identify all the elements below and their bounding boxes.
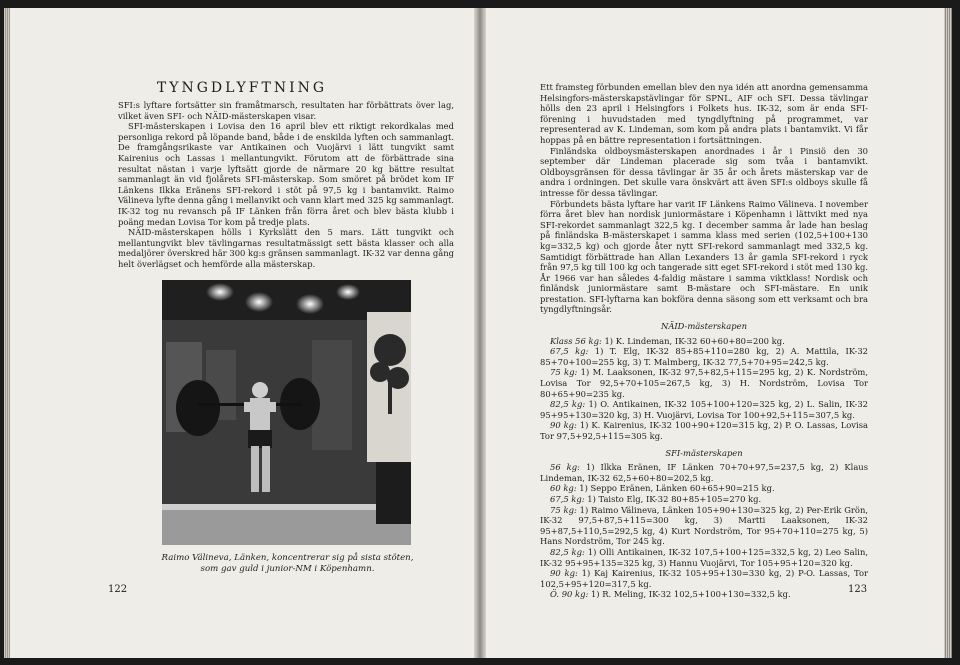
book-gutter (474, 8, 486, 658)
page-number: 122 (108, 584, 128, 595)
result-text: 1) Olli Antikainen, IK-32 107,5+100+125=332,5 kg, 2) Leo Salin, IK-32 95+95+135=325 kg, 3) Hannu Vuojärvi, Tor 105+95+120=320 kg. (540, 546, 868, 568)
result-text: 1) M. Laaksonen, IK-32 97,5+82,5+115=295 kg, 2) K. Nordström, Lovisa Tor 92,5+70+105=267,5 kg, 3) H. Nordström, Lovisa Tor 80+65+90=235 kg. (540, 367, 869, 399)
result-text: 1) R. Meling, IK-32 102,5+100+130=332,5 kg. (590, 589, 791, 600)
result-text: 1) Seppo Eränen, Länken 60+65+90=215 kg. (579, 483, 775, 494)
weight-class: 90 kg: (550, 568, 578, 579)
paragraph: Förbundets bästa lyftare har varit IF Länkens Raimo Välineva. I november förra året blev han nordisk juniormästare i Köpenhamn i lättvikt med nya SFI-rekordet sammanlagt 322,5 kg. I december samma år lade han beslag på finländska B-mästerskapet i samma klass med serien (102,5+100+130 kg=332,5 kg) och gjorde åter nytt SFI-rekord sammanlagt med 332,5 kg. Samtidigt förbättrade han Allan Lexanders 13 år gamla SFI-rekord i ryck från 97,5 kg till 100 kg och tangerade sitt eget SFI-rekord i stöt med 130 kg. År 1966 var han således 4-faldig mästare i samma viktklass! Nordisk och finländsk juniormästare samt B-mästare och SFI-mästare. En unik prestation. SFI-lyftarna kan bokföra denna säsong som ett verksamt och bra tyngdlyftningsår. (540, 198, 868, 315)
weight-class: 67,5 kg: (550, 346, 589, 357)
result-text: 1) Taisto Elg, IK-32 80+85+105=270 kg. (587, 493, 762, 504)
caption-line: som gav guld i junior-NM i Köpenhamn. (200, 563, 375, 574)
result-text: 1) T. Elg, IK-32 85+85+110=280 kg, 2) A. Mattila, IK-32 85+70+100=255 kg, 3) T. Malmberg, IK-32 77,5+70+95=242,5 kg. (540, 346, 868, 367)
result-text: 1) Ilkka Eränen, IF Länken 70+70+97,5=237,5 kg, 2) Klaus Lindeman, IK-32 62,5+60+80=202,5 kg. (540, 462, 868, 483)
result-entry (540, 462, 868, 483)
right-body-text (540, 82, 868, 600)
weight-class: 82,5 kg: (550, 546, 585, 557)
left-body-text (118, 100, 454, 270)
paragraph: SFI-mästerskapen i Lovisa den 16 april blev ett riktigt rekordkalas med personliga rekord på löpande band, både i de enskilda lyften och sammanlagt. De framgångsrikaste var Antikainen och Vuojärvi i lätt tungvikt samt Kairenius och Lassas i mellantungvikt. Förutom att de förbättrade sina resultat nästan i varje lyftsätt gjorde de närmare 20 kg bättre resultat sammanlagt än vid fjolårets SFI-mästerskap. Som smöret på brödet kom IF Länkens Ilkka Eränens SFI-rekord i stöt på 97,5 kg i bantamvikt. Raimo Välineva lyfte denna gång i mellanvikt och vann klart med 325 kg sammanlagt. IK-32 tog nu revansch på IF Länken från förra året och blev bästa klubb i poäng medan Lovisa Tor kom på tredje plats. (118, 121, 454, 227)
result-entry (540, 483, 868, 494)
right-page (486, 8, 944, 658)
section-title: SFI-mästerskapen (665, 447, 743, 458)
result-entry (540, 367, 868, 399)
paragraph: SFI:s lyftare fortsätter sin framåtmarsch, resultaten har förbättrats över lag, vilket även SFI- och NÄID-mästerskapen visar. (118, 100, 454, 121)
weight-class: Ö. 90 kg: (550, 589, 589, 600)
weight-class: 75 kg: (550, 367, 578, 378)
result-entry (540, 420, 868, 441)
result-entry (540, 346, 868, 367)
paragraph: NÄID-mästerskapen hölls i Kyrkslätt den 5 mars. Lätt tungvikt och mellantungvikt blev tävlingarnas resultatmässigt sett bästa klasser och alla medaljörer överskred här 300 kg:s gränsen sammanlagt. IK-32 var denna gång helt överlägset och hemförde alla mästerskap. (118, 227, 454, 269)
result-entry (540, 547, 868, 568)
paragraph: Finländska oldboysmästerskapen anordnades i år i Pinsiö den 30 september där Lindeman placerade sig som tvåa i bantamvikt. Oldboysgränsen för dessa tävlingar är 35 år och årets mästerskap var de andra i ordningen. Det skulle vara önskvärt att även SFI:s oldboys skulle få intresse för dessa tävlingar. (540, 145, 868, 198)
weight-class: Klass 56 kg: (550, 335, 602, 346)
result-text: 1) O. Antikainen, IK-32 105+100+120=325 kg, 2) L. Salin, IK-32 95+95+130=320 kg, 3) H. Vuojärvi, Lovisa Tor 100+92,5+115=307,5 kg. (540, 399, 868, 420)
weightlifter-photo (162, 280, 411, 545)
result-text: 1) K. Lindeman, IK-32 60+60+80=200 kg. (604, 335, 785, 346)
page-number: 123 (848, 584, 868, 595)
weight-class: 56 kg: (550, 462, 580, 473)
weight-class: 60 kg: (550, 483, 577, 494)
caption-line: Raimo Välineva, Länken, koncentrerar sig på sista stöten, (161, 553, 414, 563)
weight-class: 90 kg: (550, 420, 577, 431)
page-stack-edge-right (944, 8, 952, 658)
photo-illustration (162, 280, 411, 545)
result-text: 1) K. Kairenius, IK-32 100+90+120=315 kg, 2) P. O. Lassas, Lovisa Tor 97,5+92,5+115=305 kg. (540, 420, 868, 441)
result-entry (540, 505, 868, 547)
result-text: 1) Kaj Kairenius, IK-32 105+95+130=330 kg, 2) P-O. Lassas, Tor 102,5+95+120=317,5 kg. (540, 568, 868, 589)
result-text: 1) Raimo Välineva, Länken 105+90+130=325 kg, 2) Per-Erik Grön, IK-32 97,5+87,5+115=300 kg, 3) Martti Laaksonen, IK-32 95+87,5+110,5=292,5 kg, 4) Kurt Nordström, Tor 95+70+110=275 kg, 5) Hans Nordström, Tor 245 kg. (540, 504, 869, 547)
paragraph: Ett framsteg förbunden emellan blev den nya idén att anordna gemensamma Helsingfors-mästerskapstävlingar för SPNL, AIF och SFI. Dessa tävlingar hölls den 23 april i Helsingfors i Folkets hus. IK-32, som är enda SFI-förening i huvudstaden med tyngdlyftning på programmet, var representerad av K. Lindeman, som kom på andra plats i bantamvikt. Vi får hoppas på en bättre representation i fortsättningen. (540, 82, 868, 145)
section-title: NÄID-mästerskapen (660, 321, 748, 332)
left-page (10, 8, 474, 658)
photo-caption (150, 553, 425, 574)
result-entry (540, 336, 868, 347)
result-entry (540, 568, 868, 589)
weight-class: 82,5 kg: (550, 399, 586, 410)
result-entry (540, 399, 868, 420)
weight-class: 75 kg: (550, 504, 577, 515)
weight-class: 67,5 kg: (550, 493, 585, 504)
chapter-heading: TYNGDLYFTNING (156, 80, 328, 96)
result-entry (540, 589, 868, 600)
result-entry (540, 494, 868, 505)
